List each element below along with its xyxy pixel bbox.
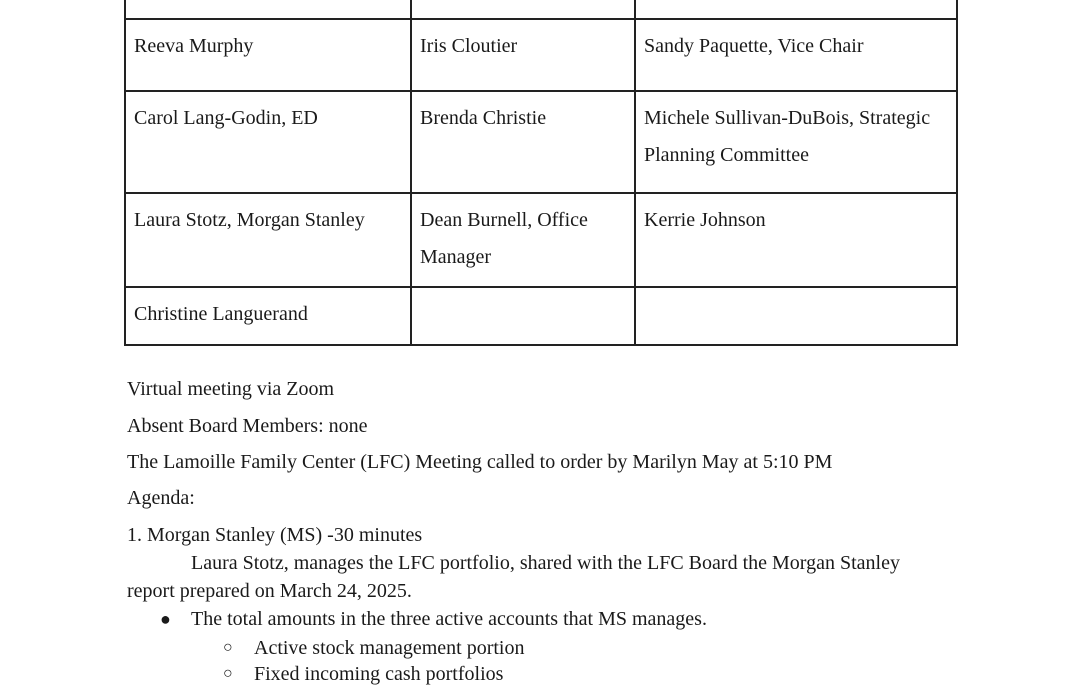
table-row [125,193,957,287]
attendees-table [124,0,958,346]
table-cell [125,0,411,19]
bullet-icon: ● [160,609,171,629]
agenda-label: Agenda: [127,487,195,509]
table-cell: Laura Stotz, Morgan Stanley [125,193,411,287]
table-cell: Brenda Christie [411,91,635,193]
meeting-location: Virtual meeting via Zoom [127,378,335,400]
table-cell: Michele Sullivan-DuBois, Strategic Planning Committee [635,91,957,193]
table-cell: Dean Burnell, Office Manager [411,193,635,287]
sub-bullet-item: Active stock management portion [254,637,525,659]
table-cell [635,287,957,345]
bullet-item: The total amounts in the three active accounts that MS manages. [191,608,707,630]
absent-members: Absent Board Members: none [127,415,368,437]
call-to-order: The Lamoille Family Center (LFC) Meeting called to order by Marilyn May at 5:10 PM [127,451,833,473]
table-cell: Iris Cloutier [411,19,635,91]
sub-bullet-icon: ○ [223,639,233,656]
table-row [125,91,957,193]
agenda-item-title: 1. Morgan Stanley (MS) -30 minutes [127,524,423,546]
table-cell: Reeva Murphy [125,19,411,91]
table-row [125,287,957,345]
sub-bullet-item: Fixed incoming cash portfolios [254,663,504,685]
table-row [125,19,957,91]
table-cell [411,287,635,345]
sub-bullet-icon: ○ [223,665,233,682]
table-cell [411,0,635,19]
table-cell: Carol Lang-Godin, ED [125,91,411,193]
agenda-item-description-cont: report prepared on March 24, 2025. [127,580,412,602]
agenda-item-description: Laura Stotz, manages the LFC portfolio, shared with the LFC Board the Morgan Stanley [191,552,900,574]
table-cell: Kerrie Johnson [635,193,957,287]
table-row [125,0,957,19]
table-cell [635,0,957,19]
table-cell: Sandy Paquette, Vice Chair [635,19,957,91]
table-cell: Christine Languerand [125,287,411,345]
